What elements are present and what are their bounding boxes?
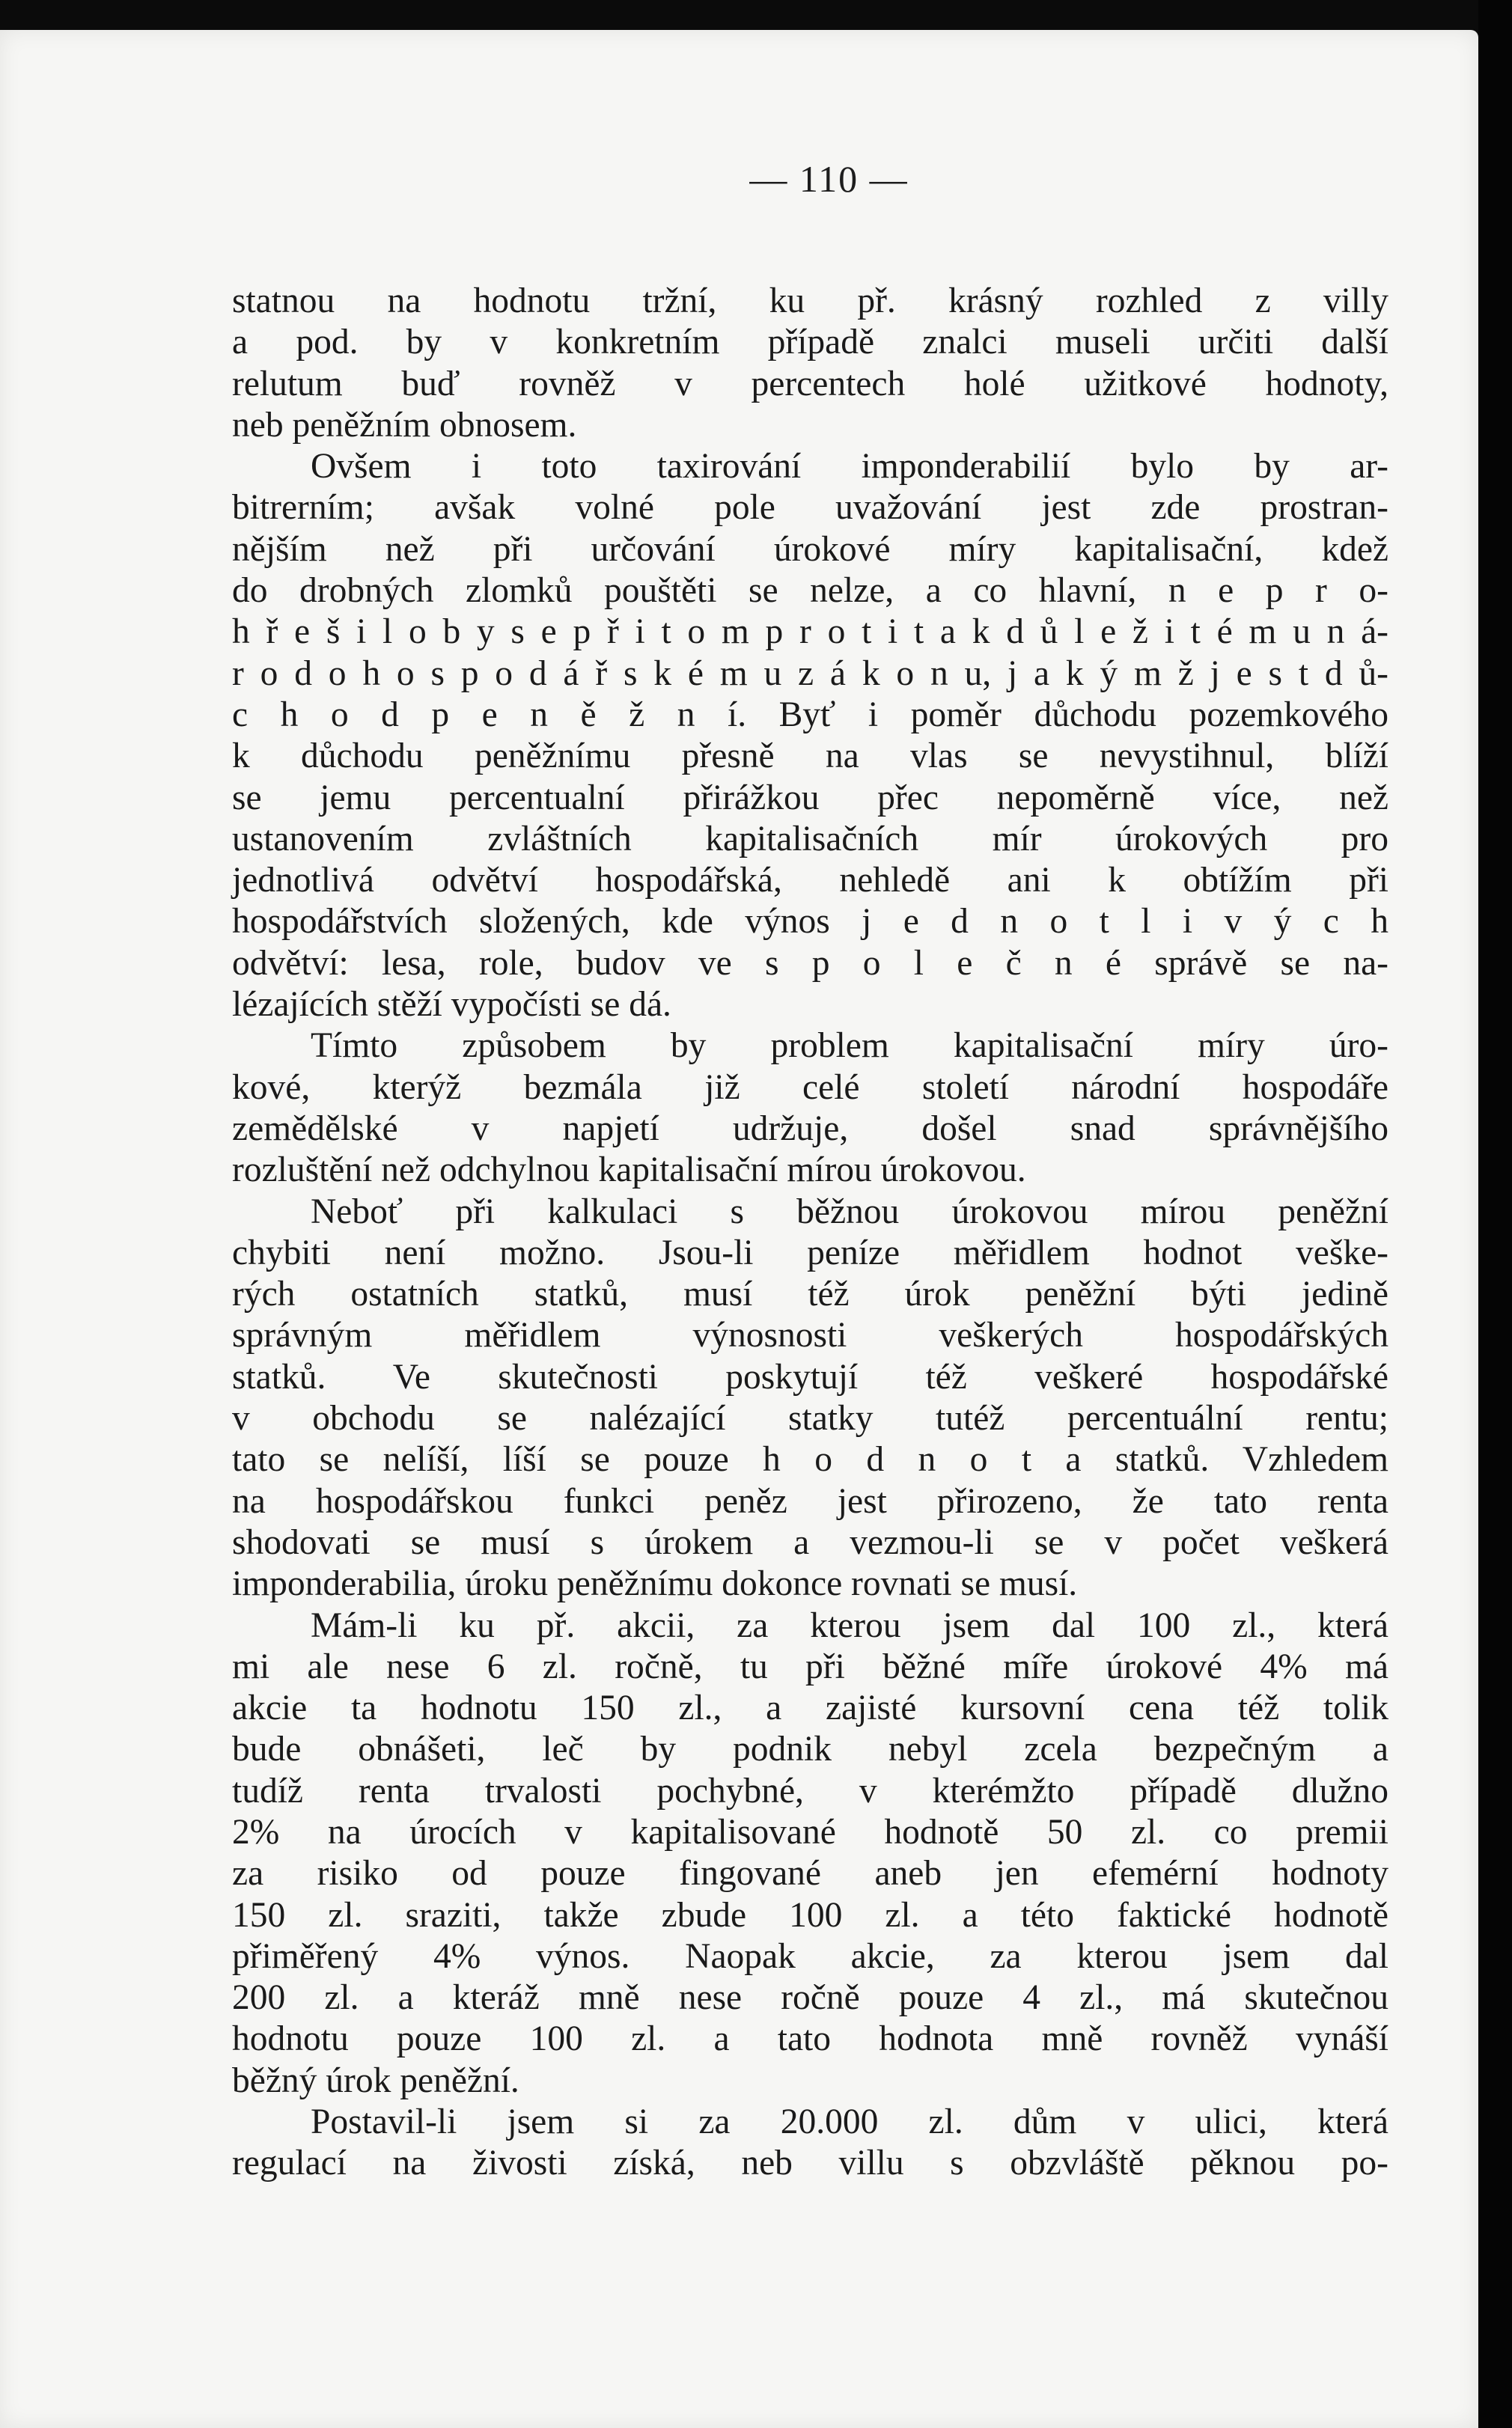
text-line: shodovati se musí s úrokem a vezmou-li se v počet veškerá	[232, 1522, 1388, 1562]
text-line: k důchodu peněžnímu přesně na vlas se nevystihnul, blíží	[232, 736, 1388, 776]
text-line: v obchodu se nalézající statky tutéž percentuální rentu;	[232, 1399, 1388, 1439]
text-line: chybiti není možno. Jsou-li peníze měřidlem hodnot veške-	[232, 1233, 1388, 1272]
text-line: regulací na živosti získá, neb villu s obzvláště pěknou po-	[232, 2144, 1388, 2183]
text-line: Ovšem i toto taxirování imponderabilií bylo by ar-	[311, 447, 1388, 486]
text-line: c h o d p e n ě ž n í. Byť i poměr důchodu pozemkového	[232, 695, 1388, 734]
text-line: hospodářstvích složených, kde výnos j e d n o t l i v ý c h	[232, 902, 1388, 942]
text-line: 2% na úrocích v kapitalisované hodnotě 50 zl. co premii	[232, 1812, 1388, 1852]
text-line: rých ostatních statků, musí též úrok peněžní býti jedině	[232, 1275, 1388, 1314]
text-line: zemědělské v napjetí udržuje, došel snad správnějšího	[232, 1108, 1388, 1148]
text-line: bude obnášeti, leč by podnik nebyl zcela bezpečným a	[232, 1730, 1388, 1769]
text-line: h ř e š i l o b y s e p ř i t o m p r o t i t a k d ů l e ž i t é m u n á-	[232, 612, 1388, 652]
text-line: rozluštění než odchylnou kapitalisační mírou úrokovou.	[232, 1150, 1026, 1190]
text-line: 200 zl. a kteráž mně nese ročně pouze 4 zl., má skutečnou	[232, 1978, 1388, 2018]
text-line: správným měřidlem výnosnosti veškerých hospodářských	[232, 1316, 1388, 1355]
scan-border	[1478, 0, 1512, 2428]
text-line: statnou na hodnotu tržní, ku př. krásný rozhled z villy	[232, 281, 1388, 320]
text-line: přiměřený 4% výnos. Naopak akcie, za kterou jsem dal	[232, 1936, 1388, 1976]
text-line: běžný úrok peněžní.	[232, 2061, 519, 2100]
text-line: a pod. by v konkretním případě znalci museli určiti další	[232, 323, 1388, 362]
body-text	[232, 281, 1388, 2185]
text-line: imponderabilia, úroku peněžnímu dokonce rovnati se musí.	[232, 1564, 1078, 1604]
text-line: 150 zl. sraziti, takže zbude 100 zl. a této faktické hodnotě	[232, 1895, 1388, 1935]
text-line: Mám-li ku př. akcii, za kterou jsem dal 100 zl., která	[311, 1605, 1388, 1645]
text-line: lézajících stěží vypočísti se dá.	[232, 985, 671, 1025]
text-line: na hospodářskou funkci peněz jest přirozeno, že tato renta	[232, 1481, 1388, 1521]
text-line: statků. Ve skutečnosti poskytují též veškeré hospodářské	[232, 1357, 1388, 1397]
text-line: kové, kterýž bezmála již celé století národní hospodáře	[232, 1067, 1388, 1107]
text-line: Postavil-li jsem si za 20.000 zl. dům v ulici, která	[311, 2102, 1388, 2142]
text-line: hodnotu pouze 100 zl. a tato hodnota mně rovněž vynáší	[232, 2019, 1388, 2059]
text-line: ustanovením zvláštních kapitalisačních mír úrokových pro	[232, 819, 1388, 858]
text-line: Neboť při kalkulaci s běžnou úrokovou mírou peněžní	[311, 1192, 1388, 1231]
text-line: relutum buď rovněž v percentech holé užitkové hodnoty,	[232, 364, 1388, 403]
text-line: nějším než při určování úrokové míry kapitalisační, kdež	[232, 529, 1388, 569]
text-line: bitrerním; avšak volné pole uvažování jest zde prostran-	[232, 488, 1388, 528]
text-line: tudíž renta trvalosti pochybné, v kterémžto případě dlužno	[232, 1771, 1388, 1811]
text-line: jednotlivá odvětví hospodářská, nehledě ani k obtížím při	[232, 861, 1388, 900]
text-line: za risiko od pouze fingované aneb jen efemérní hodnoty	[232, 1854, 1388, 1894]
text-line: akcie ta hodnotu 150 zl., a zajisté kursovní cena též tolik	[232, 1689, 1388, 1728]
text-line: r o d o h o s p o d á ř s k é m u z á k o n u, j a k ý m ž j e s t d ů-	[232, 653, 1388, 693]
text-line: Tímto způsobem by problem kapitalisační míry úro-	[311, 1026, 1388, 1066]
page-number: — 110 —	[749, 158, 909, 200]
text-line: neb peněžním obnosem.	[232, 405, 577, 445]
text-line: do drobných zlomků pouštěti se nelze, a co hlavní, n e p r o-	[232, 571, 1388, 611]
text-line: odvětví: lesa, role, budov ve s p o l e č n é správě se na-	[232, 943, 1388, 983]
text-line: se jemu percentualní přirážkou přec nepoměrně více, než	[232, 778, 1388, 817]
text-line: tato se nelíší, líší se pouze h o d n o t a statků. Vzhledem	[232, 1440, 1388, 1480]
text-line: mi ale nese 6 zl. ročně, tu při běžné míře úrokové 4% má	[232, 1647, 1388, 1686]
